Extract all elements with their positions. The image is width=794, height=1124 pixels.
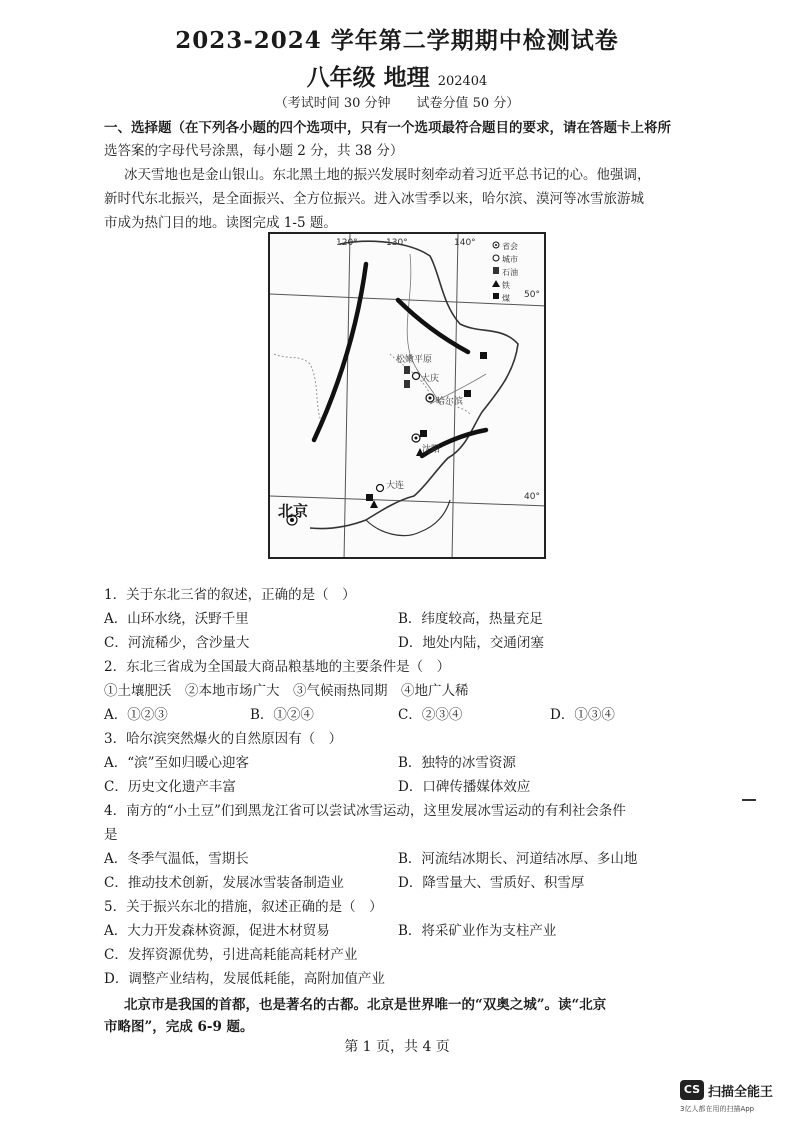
q2-conditions: ①土壤肥沃 ②本地市场广大 ③气候雨热同期 ④地广人稀 [104,683,469,699]
lon-120-label: 120° [336,238,358,248]
legend-coal: 煤 [502,294,510,303]
oil-marker-2 [404,380,410,388]
coal-marker-1 [480,352,487,359]
lon-140-label: 140° [454,238,476,248]
q3-option-b: B．独特的冰雪资源 [398,755,516,771]
q3-option-a: A．“滨”至如归暖心迎客 [104,755,250,771]
q4-option-b: B．河流结冰期长、河道结冰厚、多山地 [398,851,638,867]
q3-option-c: C．历史文化遗产丰富 [104,779,236,795]
oil-marker-1 [404,366,410,374]
exam-subtitle [0,59,794,92]
q4-option-a: A．冬季气温低，雪期长 [104,851,249,867]
q2-option-d: D．①③④ [550,707,615,723]
legend-city: 城市 [502,255,518,264]
coal-marker-2 [464,390,471,397]
legend-iron: 铁 [502,281,510,290]
shenyang-label: 沈阳 [422,445,441,455]
q4-stem-continued: 是 [104,827,118,843]
q5-option-b: B．将采矿业作为支柱产业 [398,923,557,939]
passage-line-3: 市成为热门目的地。读图完成 1-5 题。 [104,215,337,231]
q4-stem: 4．南方的“小土豆”们到黑龙江省可以尝试冰雪运动，这里发展冰雪运动的有利社会条件 [104,803,626,819]
iron-marker-2 [370,500,378,508]
city-daqing-dot [413,373,420,380]
q1-option-c: C．河流稀少，含沙量大 [104,635,250,651]
q2-option-c: C．②③④ [398,707,463,723]
q2-option-b: B．①②④ [250,707,314,723]
range-lesser-khingan [398,300,468,352]
coast-bohai [366,500,450,536]
coal-marker-4 [366,494,373,501]
page-number: 第 1 页，共 4 页 [344,1039,450,1055]
coal-marker-3 [420,430,427,437]
q1-stem: 1．关于东北三省的叙述，正确的是（ ） [104,587,356,603]
city-dalian-dot [377,485,384,492]
legend-capital: 省会 [502,242,518,251]
exam-title: 2023-2024 学年第二学期期中检测试卷 [175,27,619,54]
exam-info: （考试时间 30 分钟 试卷分值 50 分） [274,96,520,111]
q3-stem: 3．哈尔滨突然爆火的自然原因有（ ） [104,731,343,747]
daqing-label: 大庆 [421,374,440,384]
harbin-label: 哈尔滨 [436,397,464,407]
q5-stem: 5．关于振兴东北的措施，叙述正确的是（ ） [104,899,383,915]
q4-option-c: C．推动技术创新，发展冰雪装备制造业 [104,875,344,891]
q4-option-d: D．降雪量大、雪质好、积雪厚 [398,875,585,891]
passage-line-1: 冰天雪地也是金山银山。东北黑土地的振兴发展时刻牵动着习近平总书记的心。他强调， [124,167,651,183]
lon-130-label: 130° [386,238,408,248]
meridian-120 [344,234,350,559]
grade-subject: 八年级 地理 [306,64,430,91]
section-instruction-2: 选答案的字母代号涂黑，每小题 2 分，共 38 分） [104,143,404,159]
q5-option-d: D．调整产业结构，发展低耗能，高附加值产业 [104,971,385,987]
scanner-watermark [680,1080,784,1120]
q1-option-a: A．山环水绕，沃野千里 [104,611,249,627]
watermark-name: 扫描全能王 [708,1085,774,1100]
lat-50-label: 50° [524,290,540,300]
watermark-tagline: 3亿人都在用的扫描App [680,1105,755,1113]
beijing-label: 北京 [278,502,309,520]
q3-option-d: D．口碑传播媒体效应 [398,779,531,795]
q2-stem: 2．东北三省成为全国最大商品粮基地的主要条件是（ ） [104,659,451,675]
camscanner-logo-icon: CS [680,1080,704,1100]
dalian-label: 大连 [386,481,405,491]
map-legend [486,240,518,305]
songnen-plain-label: 松嫩平原 [396,355,433,365]
q5-option-a: A．大力开发森林资源，促进木材贸易 [104,923,330,939]
northeast-map [268,232,546,559]
passage2-line-1: 北京市是我国的首都，也是著名的古都。北京是世界唯一的“双奥之城”。读“北京 [124,997,607,1013]
province-border [274,354,322,424]
passage2-line-2: 市略图”，完成 6-9 题。 [104,1019,254,1035]
legend-oil: 石油 [502,268,518,277]
range-greater-khingan [314,264,366,440]
lat-40-label: 40° [524,492,540,502]
q5-option-c: C．发挥资源优势，引进高耗能高耗材产业 [104,947,358,963]
passage-line-2: 新时代东北振兴，是全面振兴、全方位振兴。进入冰雪季以来，哈尔滨、漠河等冰雪旅游城 [104,191,644,207]
q1-option-b: B．纬度较高，热量充足 [398,611,543,627]
exam-code: 202404 [437,74,488,89]
q1-option-d: D．地处内陆，交通闭塞 [398,635,544,651]
section-instruction-1: 一、选择题（在下列各小题的四个选项中，只有一个选项最符合题目的要求，请在答题卡上将所 [104,120,671,136]
scan-mark [742,799,756,801]
q2-option-a: A．①②③ [104,707,168,723]
